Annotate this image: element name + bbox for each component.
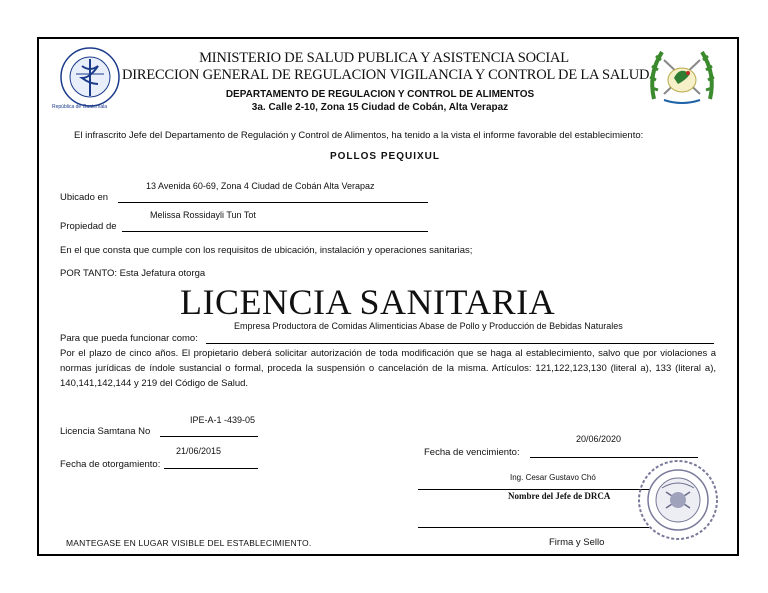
signature-line <box>418 527 650 528</box>
therefore-text: POR TANTO: Esta Jefatura otorga <box>60 268 206 279</box>
purpose-underline <box>206 343 714 344</box>
owner-label: Propiedad de <box>60 221 117 232</box>
license-title: LICENCIA SANITARIA <box>180 282 556 322</box>
footer-notice: MANTEGASE EN LUGAR VISIBLE DEL ESTABLECIMIENTO. <box>66 538 312 548</box>
compliance-text: En el que consta que cumple con los requisitos de ubicación, instalación y operaciones sanitarias; <box>60 245 473 256</box>
location-label: Ubicado en <box>60 192 109 203</box>
owner-value: Melissa Rossidayli Tun Tot <box>150 210 256 220</box>
signer-underline <box>418 489 650 490</box>
signer-title: Nombre del Jefe de DRCA <box>508 491 611 501</box>
license-number-label: Licencia Samtana No <box>60 426 151 437</box>
ministry-title: MINISTERIO DE SALUD PUBLICA Y ASISTENCIA SOCIAL <box>199 50 569 66</box>
terms-paragraph: Por el plazo de cinco años. El propietario deberá solicitar autorización de toda modificación que se haga al establecimiento, salvo que por violaciones a normas jurídicas de índole sustancial o formal, proceda la suspensión o cancelación de la misma. Artículos: 121,122,123,130 (literal a), 133 (literal a), 140,141,142,144 y 219 del Código de Salud. <box>60 348 716 389</box>
department-title: DEPARTAMENTO DE REGULACION Y CONTROL DE ALIMENTOS <box>225 89 535 100</box>
seal-caption: República de Guatemala <box>52 104 108 110</box>
license-number-value: IPE-A-1 -439-05 <box>190 415 256 425</box>
grant-date-underline <box>164 468 258 469</box>
coat-of-arms-logo <box>644 44 720 110</box>
location-value: 13 Avenida 60-69, Zona 4 Ciudad de Cobán Alta Verapaz <box>146 181 375 191</box>
expiry-date-value: 20/06/2020 <box>576 434 622 444</box>
department-address: 3a. Calle 2-10, Zona 15 Ciudad de Cobán, Alta Verapaz <box>251 102 509 113</box>
sign-and-seal-label: Firma y Sello <box>549 537 605 548</box>
grant-date-label: Fecha de otorgamiento: <box>60 459 161 470</box>
official-stamp <box>636 458 720 542</box>
purpose-value: Empresa Productora de Comidas Alimenticias Abase de Pollo y Producción de Bebidas Naturales <box>234 321 623 331</box>
expiry-date-label: Fecha de vencimiento: <box>424 447 520 458</box>
purpose-label: Para que pueda funcionar como: <box>60 333 198 344</box>
license-number-underline <box>160 436 258 437</box>
intro-text: El infrascrito Jefe del Departamento de Regulación y Control de Alimentos, ha tenido a la vista el informe favorable del establecimiento: <box>74 130 644 141</box>
grant-date-value: 21/06/2015 <box>176 446 222 456</box>
signer-name: Ing. Cesar Gustavo Chó <box>510 473 596 482</box>
directorate-title: DIRECCION GENERAL DE REGULACION VIGILANCIA Y CONTROL DE LA SALUD <box>122 67 650 83</box>
location-underline <box>118 202 428 203</box>
owner-underline <box>122 231 428 232</box>
establishment-name: POLLOS PEQUIXUL <box>329 151 440 162</box>
